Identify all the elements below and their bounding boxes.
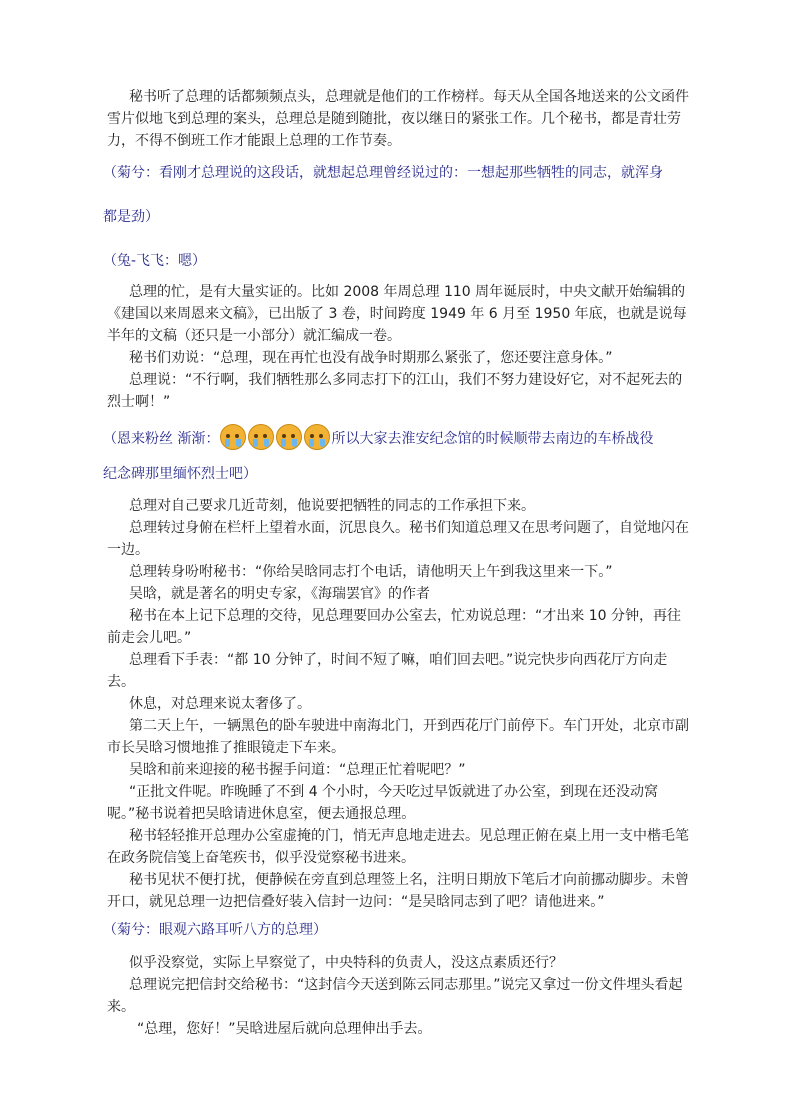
crying-face-icon [276,424,302,450]
paragraph: 秘书轻轻推开总理办公室虚掩的门，悄无声息地走进去。见总理正俯在桌上用一支中楷毛笔在政务院信笺上奋笔疾书，似乎没觉察秘书进来。 [107,828,689,866]
comment-suffix: 所以大家去淮安纪念馆的时候顺带去南边的车桥战役 [331,431,654,447]
comment: 都是劲） [103,209,159,225]
comment: （菊兮：看刚才总理说的这段话，就想起总理曾经说过的：一想起那些牺牲的同志，就浑身 [103,165,663,181]
paragraph: 似乎没察觉，实际上早察觉了，中央特科的负责人，没这点素质还行？ [129,955,563,971]
paragraph: 总理说：“不行啊，我们牺牲那么多同志打下的江山，我们不努力建设好它，对不起死去的烈士啊！” [107,372,683,410]
paragraph: 吴晗和前来迎接的秘书握手问道：“总理正忙着呢吧？” [129,762,466,778]
crying-face-icon [220,424,246,450]
comment: 纪念碑那里缅怀烈士吧） [103,466,257,482]
comment: （菊兮：眼观六路耳听八方的总理） [103,922,327,938]
paragraph: 总理说完把信封交给秘书：“这封信今天送到陈云同志那里。”说完又拿过一份文件埋头看起来。 [107,977,683,1015]
paragraph: 秘书在本上记下总理的交待，见总理要回办公室去，忙劝说总理：“才出来 10 分钟，再往前走会儿吧。” [107,608,681,646]
paragraph: 总理的忙，是有大量实证的。比如 2008 年周总理 110 周年诞辰时，中央文献开始编辑的《建国以来周恩来文稿》，已出版了 3 卷，时间跨度 1949 年 6 月至 1950 年底，也就是说每半年的文稿（还只是一小部分）就汇编成一卷。 [107,284,687,344]
comment-prefix: （恩来粉丝 渐渐： [103,431,220,447]
paragraph: “总理，您好！”吴晗进屋后就向总理伸出手去。 [137,1021,432,1037]
paragraph: 秘书们劝说：“总理，现在再忙也没有战争时期那么紧张了，您还要注意身体。” [129,350,613,366]
comment: （兔-飞飞：嗯） [103,253,207,269]
paragraph: 秘书听了总理的话都频频点头，总理就是他们的工作榜样。每天从全国各地送来的公文函件雪片似地飞到总理的案头，总理总是随到随批，夜以继日的紧张工作。几个秘书，都是青壮劳力，不得不倒班工作才能跟上总理的工作节奏。 [107,89,689,149]
crying-face-icon [248,424,274,450]
paragraph: 总理对自己要求几近苛刻，他说要把牺牲的同志的工作承担下来。 [129,498,535,514]
paragraph: 秘书见状不便打扰，便静候在旁直到总理签上名，注明日期放下笔后才向前挪动脚步。未曾开口，就见总理一边把信叠好装入信封一边问：“是吴晗同志到了吧？请他进来。” [107,872,689,910]
paragraph: 总理转身吩咐秘书：“你给吴晗同志打个电话，请他明天上午到我这里来一下。” [129,564,613,580]
paragraph: 总理看下手表：“都 10 分钟了，时间不短了嘛，咱们回去吧。”说完快步向西花厅方向走去。 [107,652,668,690]
comment [103,424,703,450]
crying-face-icon [304,424,330,450]
paragraph: 总理转过身俯在栏杆上望着水面，沉思良久。秘书们知道总理又在思考问题了，自觉地闪在一边。 [107,520,689,558]
paragraph: 休息，对总理来说太奢侈了。 [129,696,311,712]
paragraph: “正批文件呢。昨晚睡了不到 4 个小时，今天吃过早饭就进了办公室，到现在还没动窝呢。”秘书说着把吴晗请进休息室，便去通报总理。 [107,784,659,822]
paragraph: 第二天上午，一辆黑色的卧车驶进中南海北门，开到西花厅门前停下。车门开处，北京市副市长吴晗习惯地推了推眼镜走下车来。 [107,718,689,756]
paragraph: 吴晗，就是著名的明史专家，《海瑞罢官》的作者 [129,586,430,602]
